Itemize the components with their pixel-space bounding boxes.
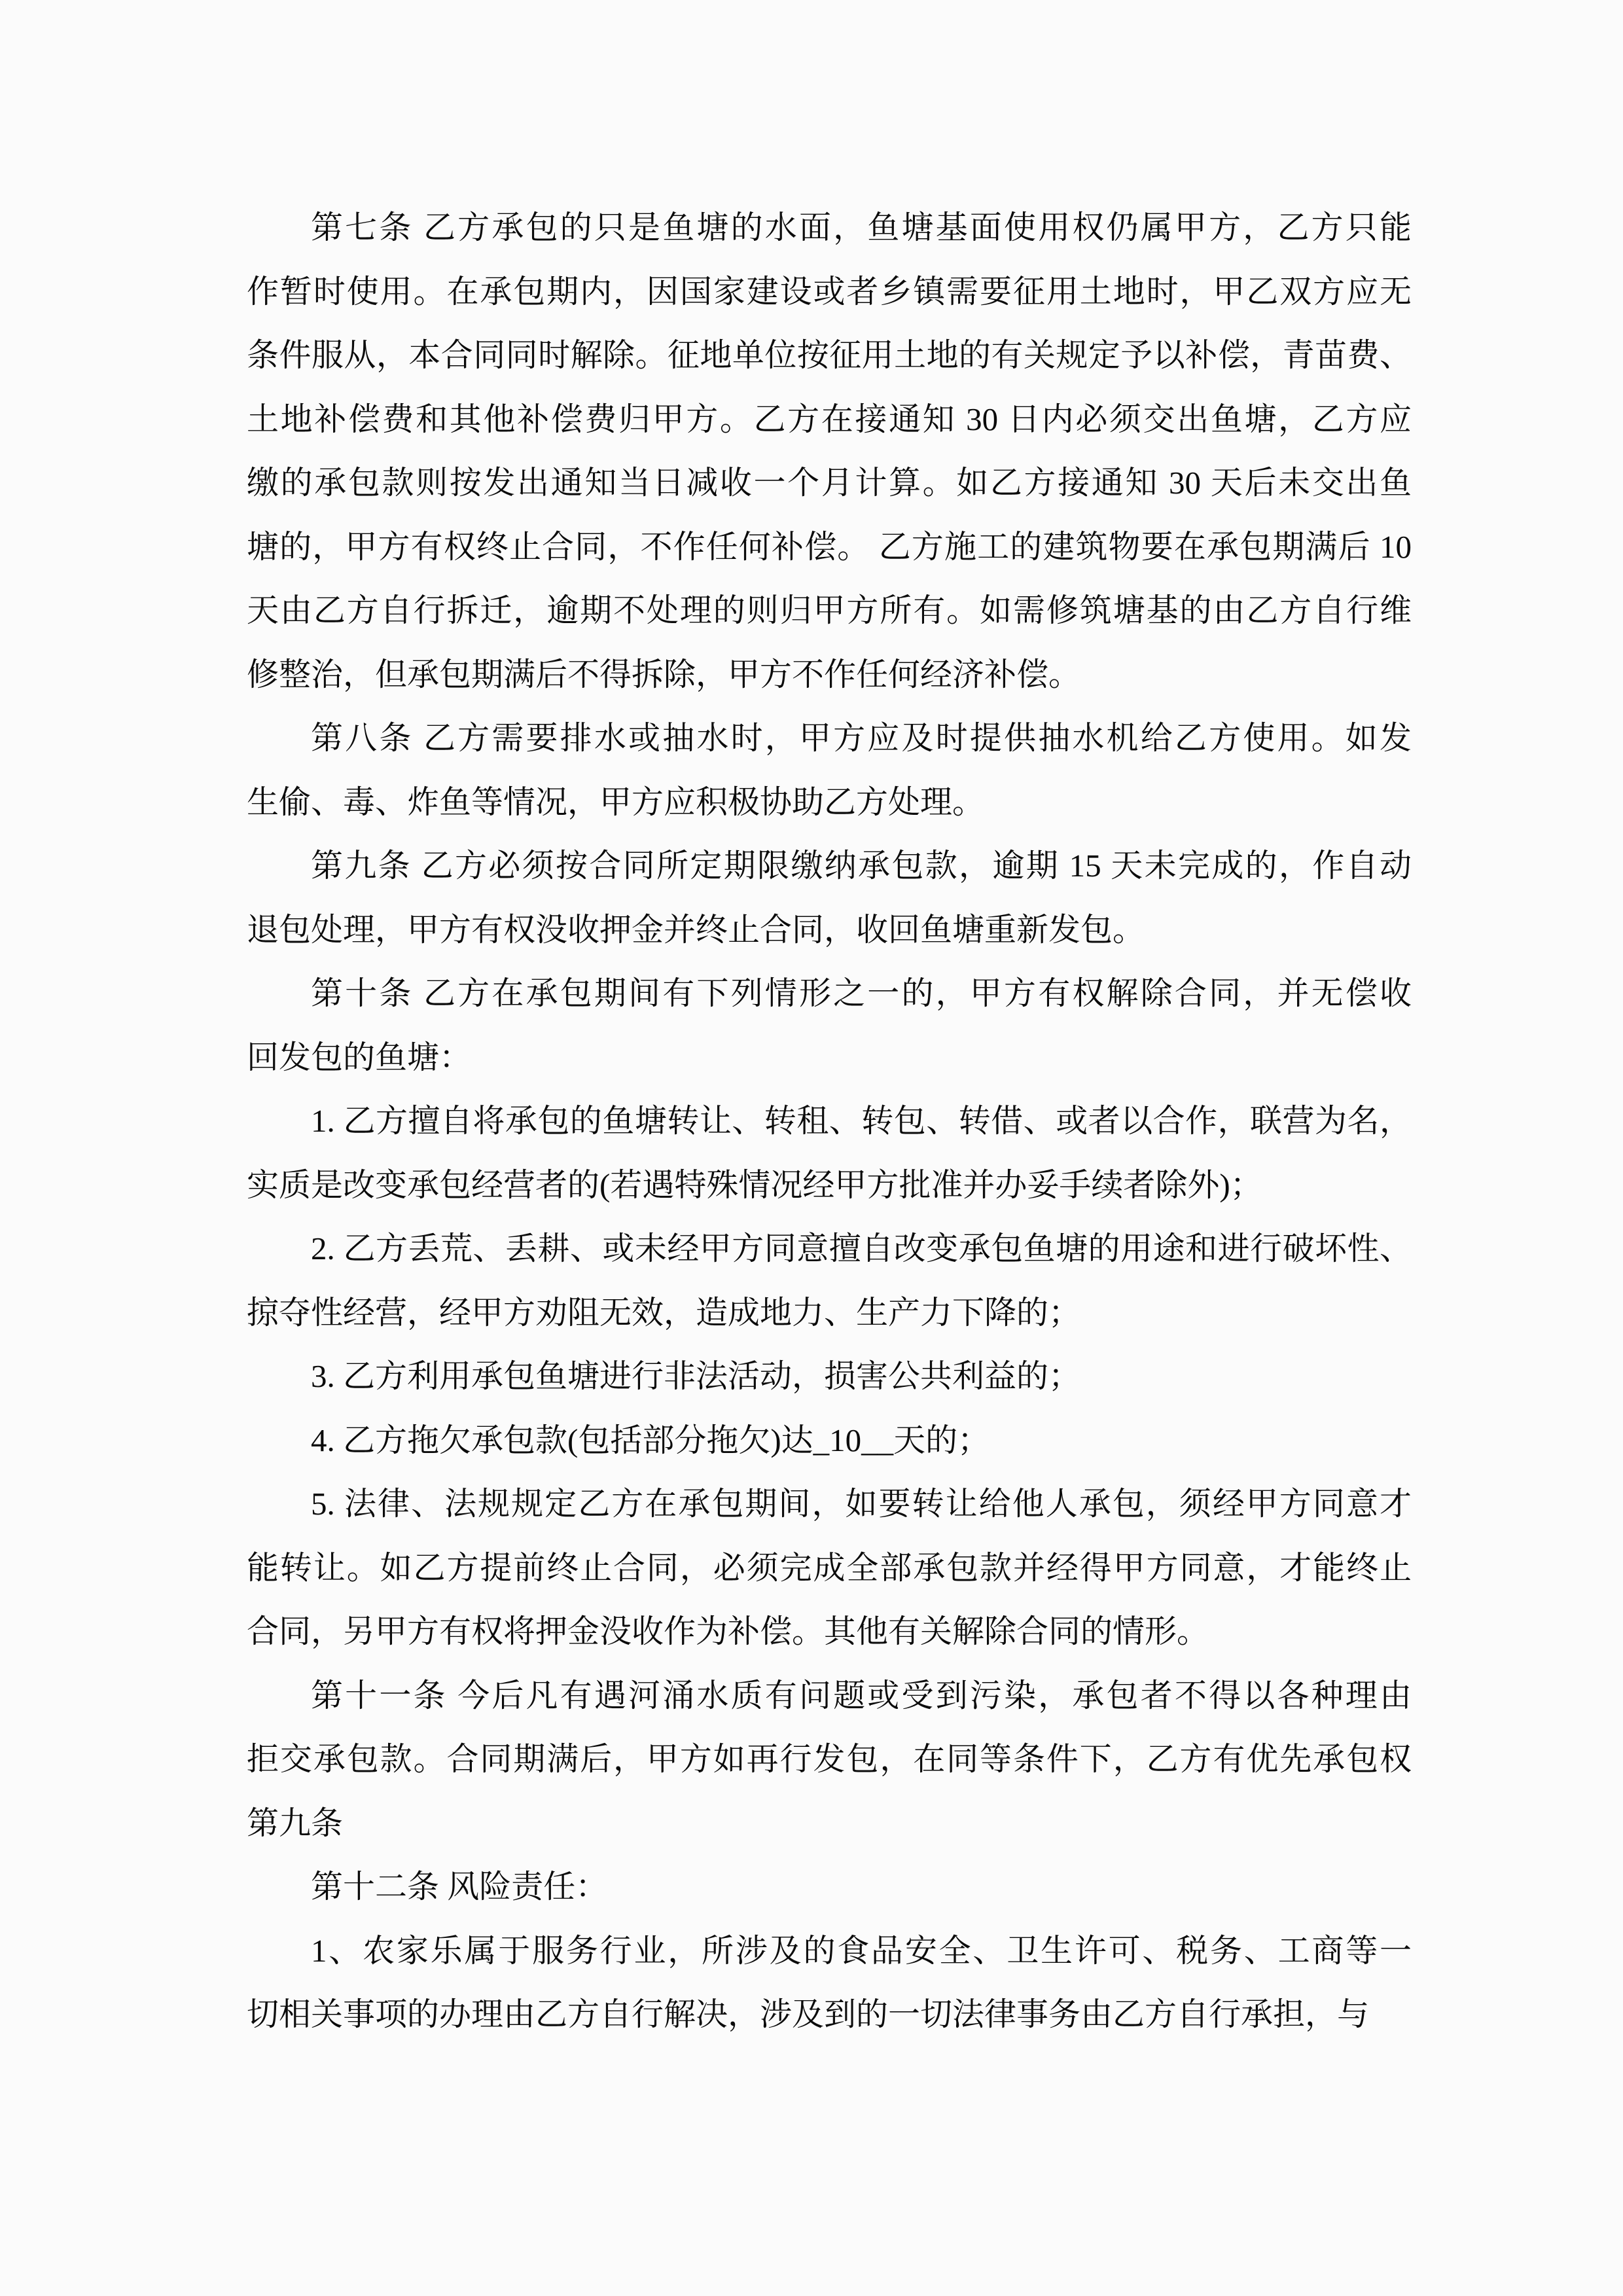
text-line: 修整治，但承包期满后不得拆除，甲方不作任何经济补偿。 [247,656,1081,692]
text-line: 塘的，甲方有权终止合同，不作任何补偿。 乙方施工的建筑物要在承包期满后 10 [247,528,1412,565]
text-line: 切相关事项的办理由乙方自行解决，涉及到的一切法律事务由乙方自行承担，与 [247,1996,1370,2032]
text-line: 土地补偿费和其他补偿费归甲方。乙方在接通知 30 日内必须交出鱼塘，乙方应 [247,401,1412,437]
paragraph [247,1664,1412,1856]
text-line: 回发包的鱼塘： [247,1039,472,1075]
paragraph [247,1408,1412,1473]
contract-text-block [247,196,1412,2047]
paragraph [247,1472,1412,1664]
paragraph [247,1919,1412,2047]
text-line: 1、农家乐属于服务行业，所涉及的食品安全、卫生许可、税务、工商等一 [311,1932,1412,1969]
paragraph [247,961,1412,1089]
text-line: 第九条 [247,1804,344,1841]
paragraph [247,834,1412,961]
text-line: 第十一条 今后凡有遇河涌水质有问题或受到污染，承包者不得以各种理由 [311,1677,1412,1713]
text-line: 第七条 乙方承包的只是鱼塘的水面，鱼塘基面使用权仍属甲方，乙方只能 [311,209,1412,245]
text-line: 能转让。如乙方提前终止合同，必须完成全部承包款并经得甲方同意，才能终止 [247,1549,1412,1586]
text-line: 5. 法律、法规规定乙方在承包期间，如要转让给他人承包，须经甲方同意才 [311,1486,1412,1522]
text-line: 缴的承包款则按发出通知当日减收一个月计算。如乙方接通知 30 天后未交出鱼 [247,465,1412,501]
text-line: 生偷、毒、炸鱼等情况，甲方应积极协助乙方处理。 [247,783,985,820]
paragraph [247,1855,1412,1919]
paragraph [247,1217,1412,1344]
text-line: 第九条 乙方必须按合同所定期限缴纳承包款，逾期 15 天未完成的，作自动 [311,848,1412,884]
paragraph [247,706,1412,834]
text-line: 第十条 乙方在承包期间有下列情形之一的，甲方有权解除合同，并无偿收 [311,975,1412,1011]
text-line: 第十二条 风险责任： [311,1869,608,1905]
text-line: 3. 乙方利用承包鱼塘进行非法活动，损害公共利益的； [311,1358,1081,1394]
text-line: 天由乙方自行拆迁，逾期不处理的则归甲方所有。如需修筑塘基的由乙方自行维 [247,592,1412,628]
text-line: 第八条 乙方需要排水或抽水时，甲方应及时提供抽水机给乙方使用。如发 [311,720,1412,756]
text-line: 4. 乙方拖欠承包款(包括部分拖欠)达_10__天的； [311,1422,990,1458]
text-line: 作暂时使用。在承包期内，因国家建设或者乡镇需要征用土地时，甲乙双方应无 [247,273,1412,310]
text-line: 拒交承包款。合同期满后，甲方如再行发包，在同等条件下，乙方有优先承包权 [247,1741,1412,1777]
text-line: 条件服从，本合同同时解除。征地单位按征用土地的有关规定予以补偿，青苗费、 [247,337,1412,373]
text-line: 1. 乙方擅自将承包的鱼塘转让、转租、转包、转借、或者以合作，联营为名， [311,1103,1412,1139]
paragraph [247,1089,1412,1217]
paragraph [247,1344,1412,1408]
text-line: 掠夺性经营，经甲方劝阻无效，造成地力、生产力下降的； [247,1294,1081,1331]
text-line: 2. 乙方丢荒、丢耕、或未经甲方同意擅自改变承包鱼塘的用途和进行破坏性、 [311,1230,1412,1266]
text-line: 合同，另甲方有权将押金没收作为补偿。其他有关解除合同的情形。 [247,1613,1209,1649]
paragraph [247,196,1412,706]
text-line: 实质是改变承包经营者的(若遇特殊情况经甲方批准并办妥手续者除外)； [247,1166,1262,1203]
text-line: 退包处理，甲方有权没收押金并终止合同，收回鱼塘重新发包。 [247,911,1145,948]
